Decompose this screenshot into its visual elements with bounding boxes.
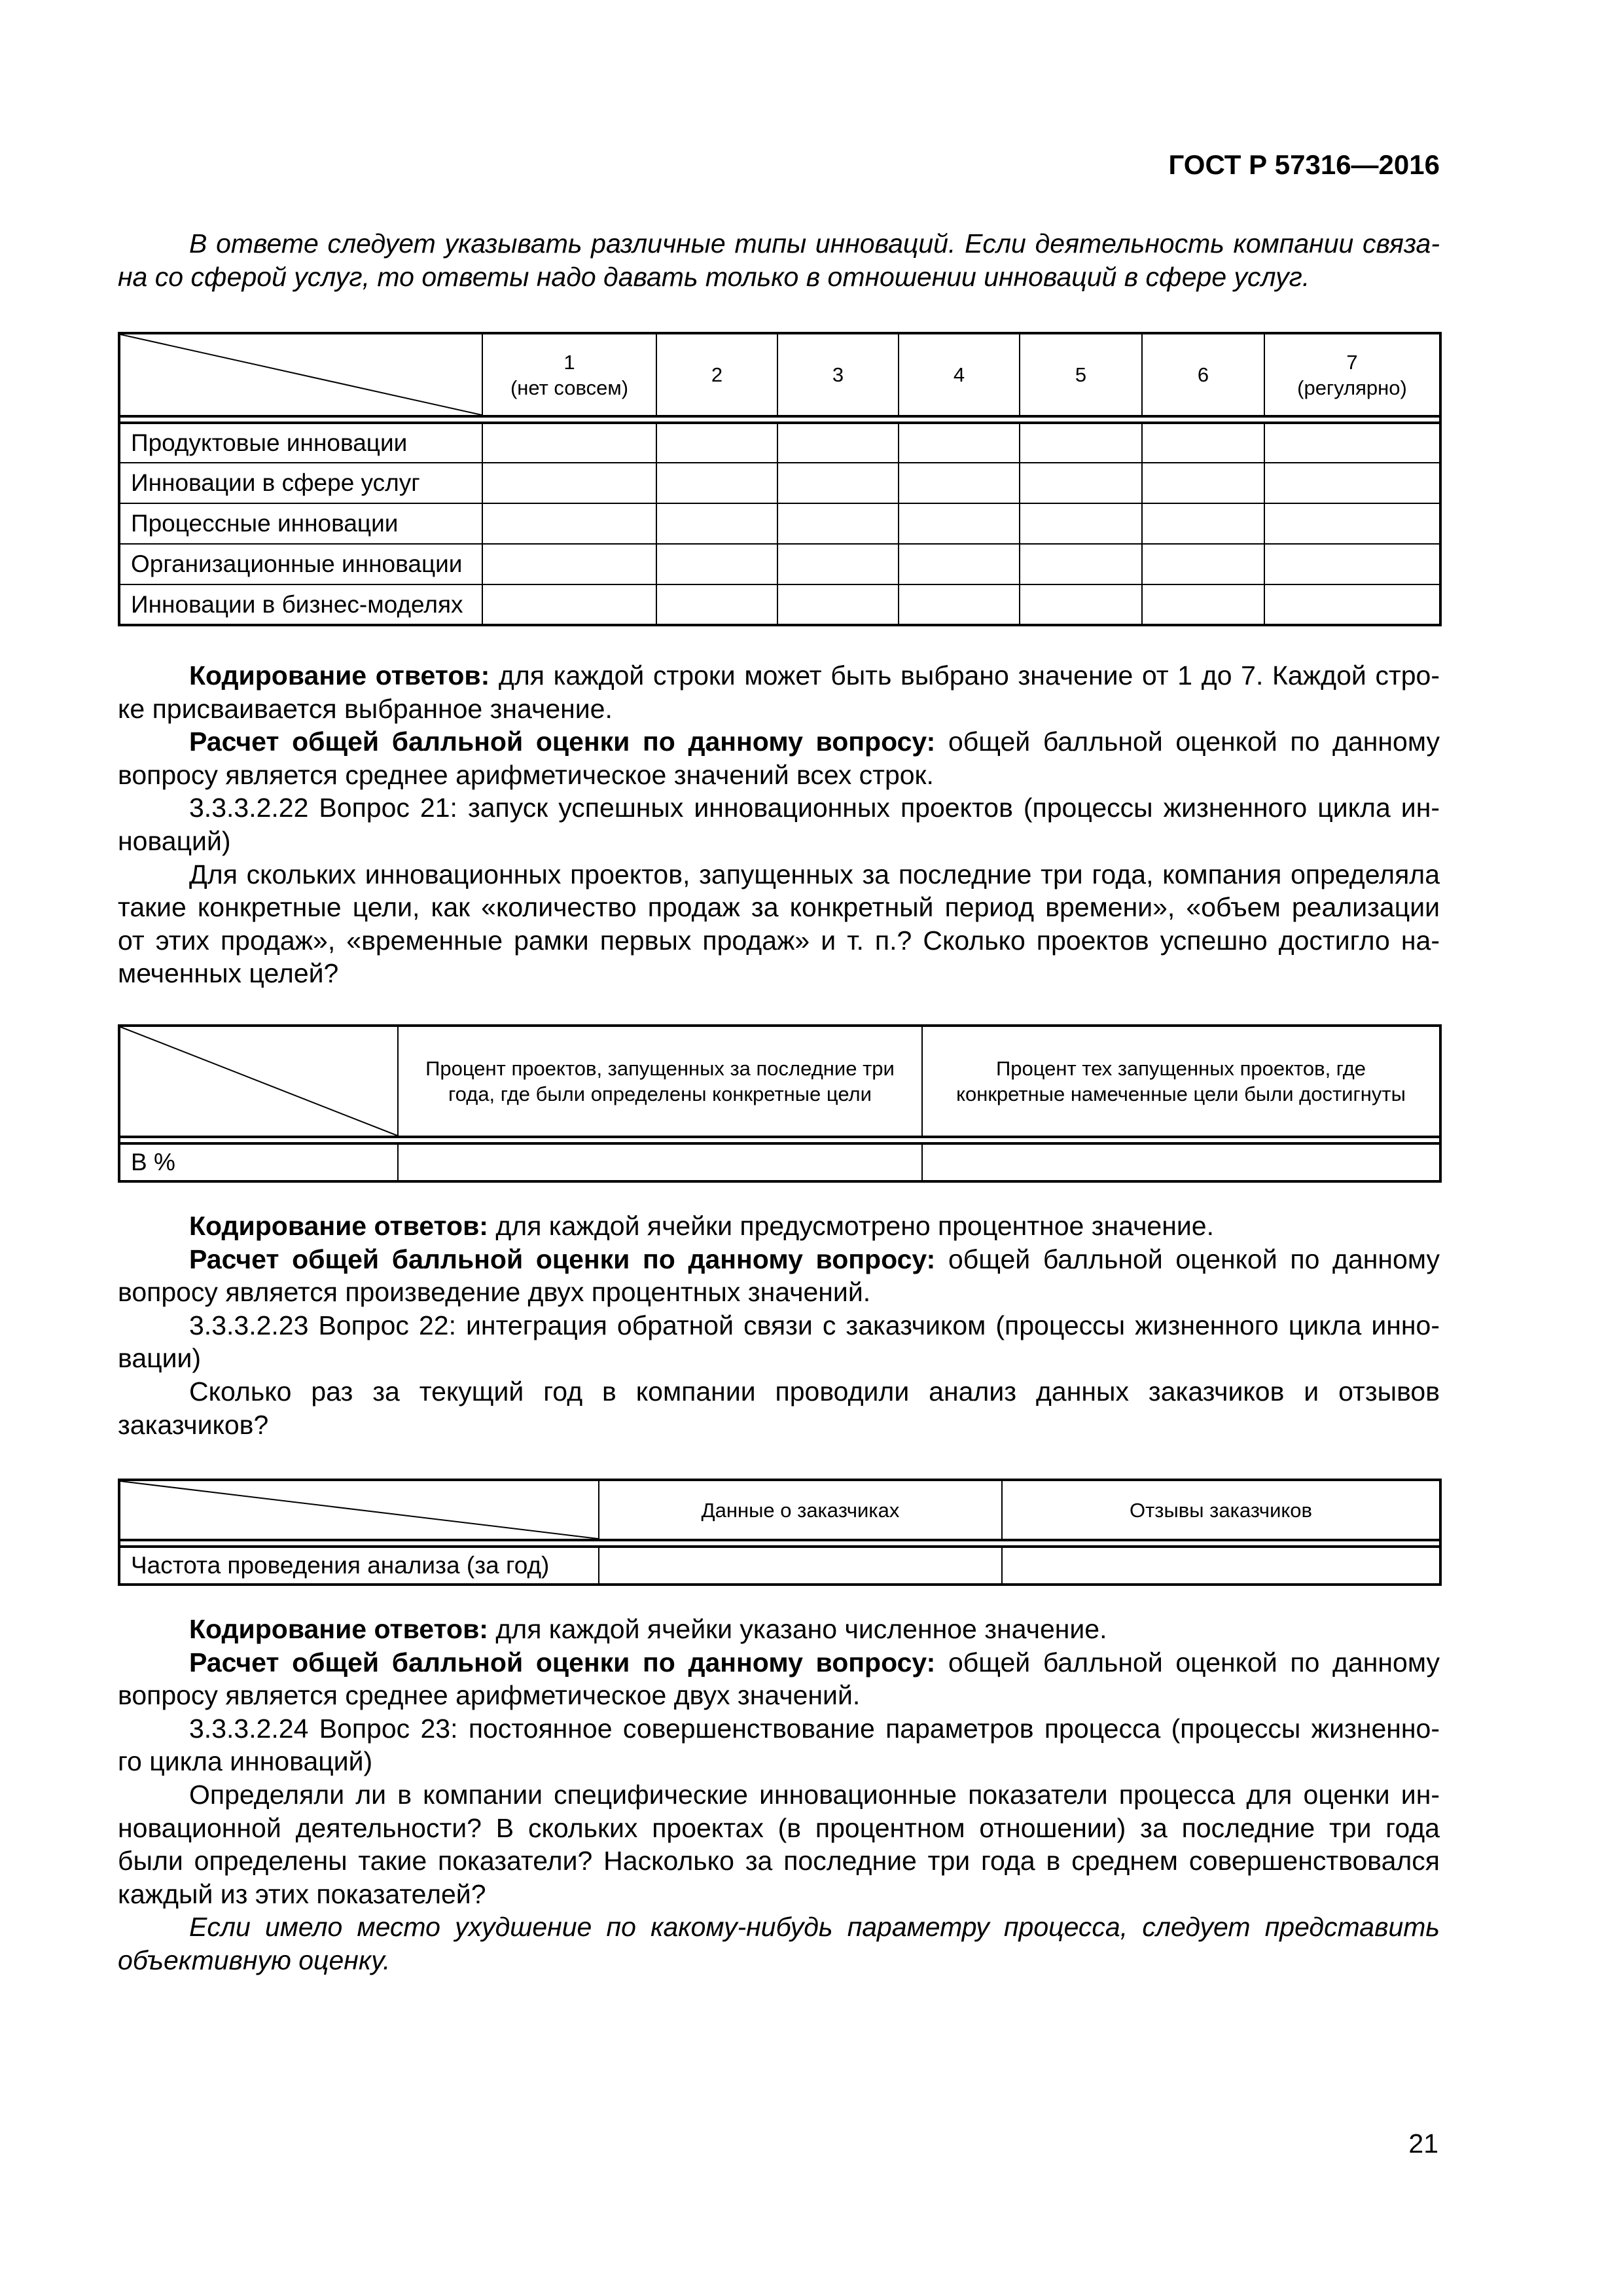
document-id: ГОСТ Р 57316—2016 bbox=[1168, 149, 1440, 180]
table-header-row bbox=[119, 1480, 1440, 1540]
answer-cell[interactable] bbox=[482, 463, 656, 503]
row-label: Продуктовые инновации bbox=[119, 423, 482, 463]
text-line: вопросу является среднее арифметическое двух значений. bbox=[118, 1680, 861, 1711]
text-block-3 bbox=[118, 1613, 1440, 1977]
answer-cell[interactable] bbox=[656, 584, 777, 625]
column-header-3: 3 bbox=[777, 333, 899, 416]
text-line: Сколько раз за текущий год в компании проводили анализ данных заказчиков и отзывов bbox=[189, 1376, 1440, 1407]
answer-cell[interactable] bbox=[899, 463, 1020, 503]
answer-cell[interactable] bbox=[1142, 584, 1264, 625]
diagonal-cell bbox=[119, 1026, 398, 1137]
table-header-row bbox=[119, 1026, 1440, 1137]
table-row bbox=[119, 544, 1440, 584]
row-label: Организационные инновации bbox=[119, 544, 482, 584]
answer-cell[interactable] bbox=[777, 584, 899, 625]
answer-cell[interactable] bbox=[777, 544, 899, 584]
answer-cell[interactable] bbox=[1264, 503, 1440, 544]
column-header-2: 2 bbox=[656, 333, 777, 416]
section-heading: 3.3.3.2.22 Вопрос 21: запуск успешных инновационных проектов (процессы жизненного цикла ин- bbox=[189, 793, 1440, 823]
answer-cell[interactable] bbox=[1020, 544, 1142, 584]
answer-cell[interactable] bbox=[1020, 503, 1142, 544]
text-line: такие конкретные цели, как «количество продаж за конкретный период времени», «объем реализации bbox=[118, 892, 1440, 923]
text-line: вопросу является произведение двух процентных значений. bbox=[118, 1277, 871, 1308]
answer-cell[interactable] bbox=[599, 1547, 1002, 1585]
column-header-7: 7 (регулярно) bbox=[1264, 333, 1440, 416]
answer-cell[interactable] bbox=[1264, 423, 1440, 463]
text-line: вопросу является среднее арифметическое значений всех строк. bbox=[118, 759, 934, 790]
text-line: каждый из этих показателей? bbox=[118, 1878, 486, 1909]
column-header: Данные о заказчиках bbox=[599, 1480, 1002, 1540]
table-row bbox=[119, 1547, 1440, 1585]
answer-cell[interactable] bbox=[1264, 544, 1440, 584]
text-line: заказчиков? bbox=[118, 1409, 269, 1440]
table-row bbox=[119, 503, 1440, 544]
text-line: Кодирование ответов: для каждой ячейки указано численное значение. bbox=[189, 1614, 1107, 1644]
text-line: от этих продаж», «временные рамки первых продаж» и т. п.? Сколько проектов успешно достигло на- bbox=[118, 925, 1440, 956]
text-line: были определены такие показатели? Насколько за последние три года в среднем совершенствовался bbox=[118, 1846, 1440, 1876]
answer-cell[interactable] bbox=[482, 503, 656, 544]
answer-cell[interactable] bbox=[656, 544, 777, 584]
text-line: новаций) bbox=[118, 825, 231, 856]
intro-note bbox=[118, 227, 1440, 293]
answer-cell[interactable] bbox=[1142, 423, 1264, 463]
text-line: Определяли ли в компании специфические инновационные показатели процесса для оценки ин- bbox=[189, 1779, 1440, 1810]
text-line: вации) bbox=[118, 1343, 202, 1374]
answer-cell[interactable] bbox=[482, 423, 656, 463]
text-line: объективную оценку. bbox=[118, 1945, 391, 1975]
row-label: Частота проведения анализа (за год) bbox=[119, 1547, 599, 1585]
answer-cell[interactable] bbox=[1020, 423, 1142, 463]
answer-cell[interactable] bbox=[899, 584, 1020, 625]
answer-cell[interactable] bbox=[899, 423, 1020, 463]
answer-cell[interactable] bbox=[656, 463, 777, 503]
answer-cell[interactable] bbox=[777, 423, 899, 463]
text-line: новационной деятельности? В скольких проектах (в процентном отношении) за последние три года bbox=[118, 1812, 1440, 1843]
row-label: Процессные инновации bbox=[119, 503, 482, 544]
diagonal-cell bbox=[119, 333, 482, 416]
text-line: меченных целей? bbox=[118, 958, 339, 989]
text-line: Расчет общей балльной оценки по данному вопросу: общей балльной оценкой по данному bbox=[189, 1244, 1440, 1274]
answer-cell[interactable] bbox=[1264, 463, 1440, 503]
text-line: Расчет общей балльной оценки по данному вопросу: общей балльной оценкой по данному bbox=[189, 726, 1440, 757]
column-header-1: 1 (нет совсем) bbox=[482, 333, 656, 416]
project-goals-table bbox=[118, 1024, 1442, 1183]
column-header: Процент проектов, запущенных за последние три года, где были определены конкретные цели bbox=[398, 1026, 922, 1137]
row-label: Инновации в бизнес-моделях bbox=[119, 584, 482, 625]
answer-cell[interactable] bbox=[398, 1143, 922, 1181]
page-number: 21 bbox=[1408, 2128, 1438, 2159]
column-header: Процент тех запущенных проектов, где конкретные намеченные цели были достигнуты bbox=[922, 1026, 1440, 1137]
table-header-row bbox=[119, 333, 1440, 416]
customer-feedback-table bbox=[118, 1479, 1442, 1586]
text-block-2 bbox=[118, 1210, 1440, 1441]
answer-cell[interactable] bbox=[482, 584, 656, 625]
text-line: го цикла инноваций) bbox=[118, 1746, 373, 1777]
row-label: В % bbox=[119, 1143, 398, 1181]
answer-cell[interactable] bbox=[777, 503, 899, 544]
innovation-frequency-table bbox=[118, 332, 1442, 626]
table-row bbox=[119, 463, 1440, 503]
answer-cell[interactable] bbox=[656, 503, 777, 544]
diagonal-cell bbox=[119, 1480, 599, 1540]
answer-cell[interactable] bbox=[1264, 584, 1440, 625]
text-line: на со сферой услуг, то ответы надо давать только в отношении инноваций в сфере услуг. bbox=[118, 261, 1310, 292]
column-header-6: 6 bbox=[1142, 333, 1264, 416]
answer-cell[interactable] bbox=[656, 423, 777, 463]
column-header-4: 4 bbox=[899, 333, 1020, 416]
column-header-5: 5 bbox=[1020, 333, 1142, 416]
row-label: Инновации в сфере услуг bbox=[119, 463, 482, 503]
text-line: Кодирование ответов: для каждой ячейки предусмотрено процентное значение. bbox=[189, 1211, 1214, 1241]
text-block-1 bbox=[118, 659, 1440, 990]
text-line: Расчет общей балльной оценки по данному вопросу: общей балльной оценкой по данному bbox=[189, 1647, 1440, 1677]
answer-cell[interactable] bbox=[482, 544, 656, 584]
text-line: ке присваивается выбранное значение. bbox=[118, 693, 613, 724]
text-line: Для скольких инновационных проектов, запущенных за последние три года, компания определяла bbox=[189, 859, 1440, 889]
text-line: Если имело место ухудшение по какому-нибудь параметру процесса, следует представить bbox=[189, 1912, 1440, 1943]
answer-cell[interactable] bbox=[777, 463, 899, 503]
column-header: Отзывы заказчиков bbox=[1002, 1480, 1440, 1540]
answer-cell[interactable] bbox=[1142, 544, 1264, 584]
text-line: Кодирование ответов: для каждой строки может быть выбрано значение от 1 до 7. Каждой стро- bbox=[189, 660, 1440, 691]
table-row bbox=[119, 423, 1440, 463]
answer-cell[interactable] bbox=[1020, 584, 1142, 625]
answer-cell[interactable] bbox=[899, 503, 1020, 544]
section-heading: 3.3.3.2.23 Вопрос 22: интеграция обратной связи с заказчиком (процессы жизненного цикла инно- bbox=[189, 1310, 1440, 1340]
answer-cell[interactable] bbox=[1142, 503, 1264, 544]
section-heading: 3.3.3.2.24 Вопрос 23: постоянное совершенствование параметров процесса (процессы жизненно- bbox=[189, 1713, 1440, 1744]
answer-cell[interactable] bbox=[899, 544, 1020, 584]
answer-cell[interactable] bbox=[1002, 1547, 1440, 1585]
answer-cell[interactable] bbox=[1142, 463, 1264, 503]
answer-cell[interactable] bbox=[922, 1143, 1440, 1181]
table-row bbox=[119, 1143, 1440, 1181]
text-line: В ответе следует указывать различные типы инноваций. Если деятельность компании связа- bbox=[189, 228, 1440, 259]
table-row bbox=[119, 584, 1440, 625]
answer-cell[interactable] bbox=[1020, 463, 1142, 503]
